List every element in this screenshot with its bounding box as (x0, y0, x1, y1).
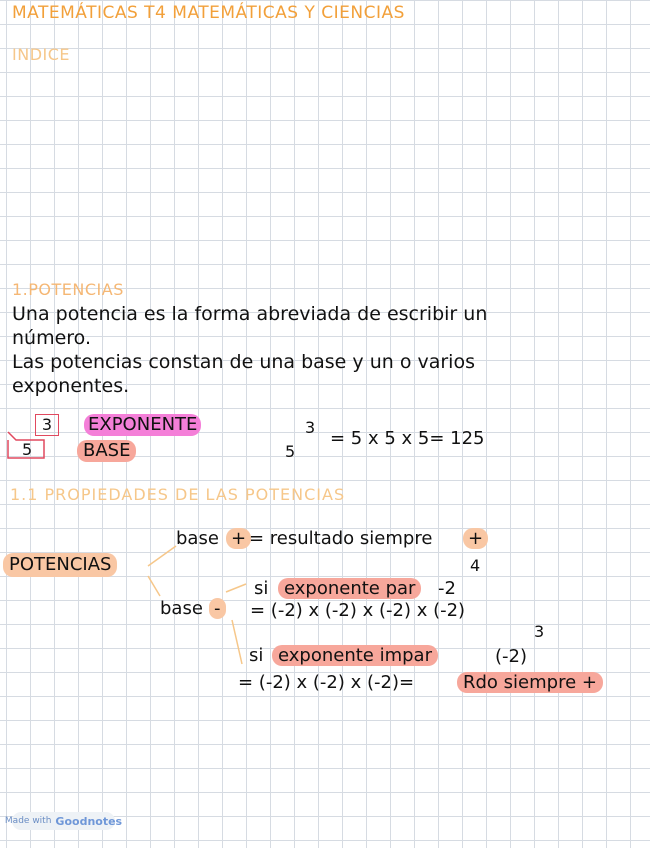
section-heading-propiedades: 1.1 PROPIEDADES DE LAS POTENCIAS (10, 485, 346, 504)
even-value: -2 (438, 578, 456, 599)
branch-plus-result-sign: + (463, 528, 488, 549)
exponent-box: 3 (35, 414, 59, 436)
mind-map-root: POTENCIAS (3, 553, 117, 577)
example-exponent: 3 (305, 418, 316, 437)
connector-odd (232, 620, 242, 664)
goodnotes-brand: Goodnotes (55, 814, 123, 828)
base-label: BASE (77, 440, 136, 462)
connector-even (226, 584, 246, 592)
even-prefix: si (254, 578, 269, 599)
section-heading-potencias: 1.POTENCIAS (12, 280, 124, 299)
odd-prefix: si (249, 645, 264, 666)
example-base: 5 (285, 442, 296, 461)
odd-label: exponente impar (272, 645, 438, 666)
even-label: exponente par (278, 578, 421, 599)
paragraph-line-4: exponentes. (12, 375, 130, 397)
base-box-value: 5 (22, 440, 33, 459)
connector-plus (148, 546, 176, 566)
odd-power-base: (-2) (495, 646, 527, 667)
made-with-text: Made with (4, 816, 52, 826)
page-title: MATEMÁTICAS T4 MATEMÁTICAS Y CIENCIAS (12, 3, 405, 23)
even-expansion: = (-2) x (-2) x (-2) x (-2) (250, 600, 466, 621)
paragraph-line-2: número. (12, 327, 92, 349)
branch-minus-base: base (160, 598, 203, 619)
odd-result: Rdo siempre + (457, 672, 603, 693)
exponent-label: EXPONENTE (84, 414, 201, 436)
connector-minus (148, 576, 160, 596)
example-expansion: = 5 x 5 x 5= 125 (330, 428, 485, 449)
branch-plus-exponent-example: 4 (470, 556, 481, 575)
index-heading: INDICE (12, 45, 71, 64)
goodnotes-watermark (4, 812, 123, 830)
branch-plus-base: base (176, 528, 219, 549)
paragraph-line-3: Las potencias constan de una base y un o varios (12, 351, 475, 373)
branch-plus-sign: + (226, 528, 251, 549)
odd-power-exponent: 3 (534, 622, 545, 641)
branch-minus-sign: - (209, 598, 226, 619)
branch-plus-result: = resultado siempre (249, 528, 433, 549)
paragraph-line-1: Una potencia es la forma abreviada de escribir un (12, 303, 488, 325)
odd-expansion: = (-2) x (-2) x (-2)= (238, 672, 415, 693)
